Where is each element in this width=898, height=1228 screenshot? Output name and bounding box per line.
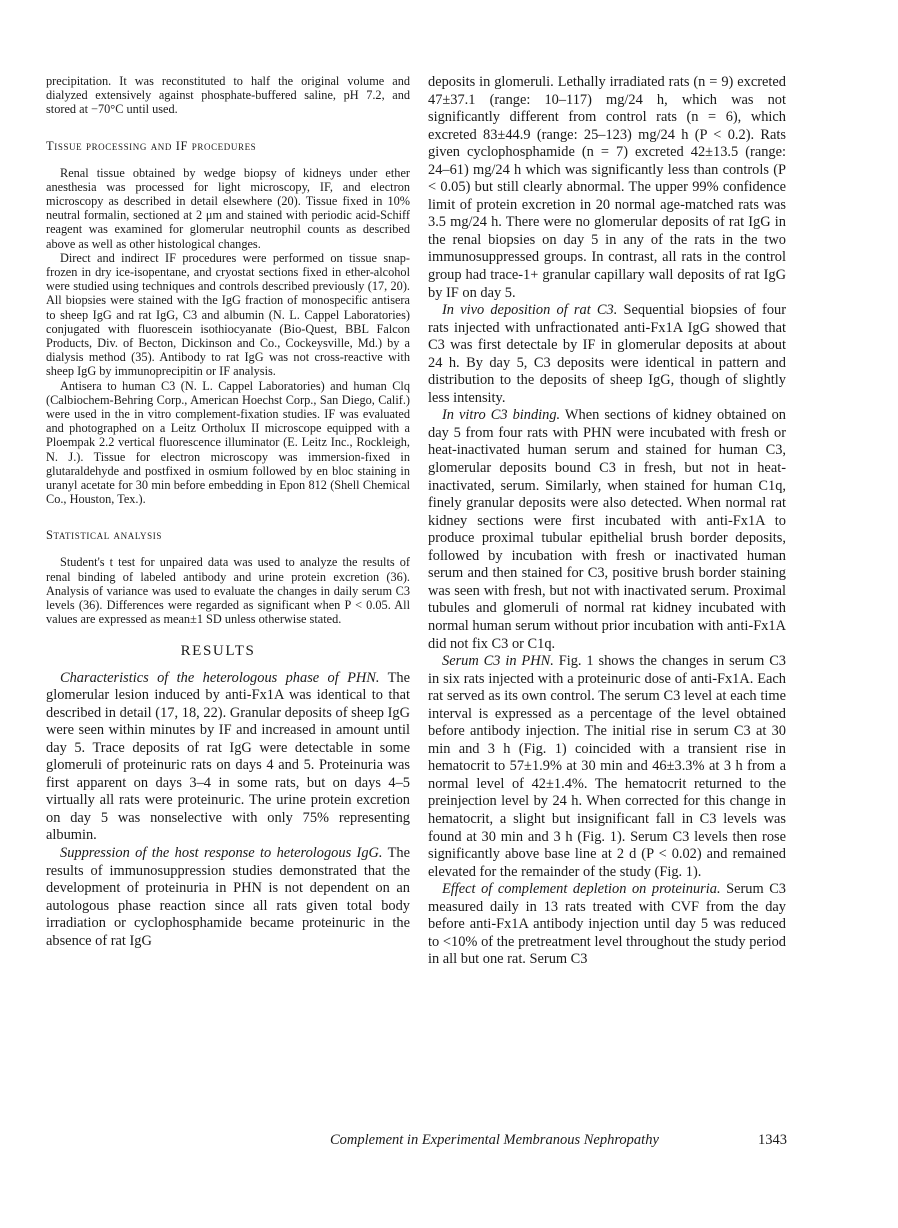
paragraph-tissue-2: Direct and indirect IF procedures were performed on tissue snap-frozen in dry ice-isopentane, and cryostat sections fixed in ether-alcohol were studied using techniques and controls described previously (17, 20). All biopsies were stained with the IgG fraction of monospecific antisera to sheep IgG and rat IgG, C3 and albumin (N. L. Cappel Laboratories) conjugated with fluorescein isothiocyanate (Bio-Quest, BBL Falcon Products, Div. of Becton, Dickinson and Co., Cockeysville, Md.) by a dialysis method (35). Antibody to rat IgG was not cross-reactive with sheep IgG by immunoprecipitin or IF analysis. — [46, 250, 410, 379]
paragraph-tissue-3: Antisera to human C3 (N. L. Cappel Laboratories) and human Clq (Calbiochem-Behring Corp., American Hoechst Corp., San Diego, Calif.) were used in the in vitro complement-fixation studies. IF was evaluated and photographed on a Leitz Ortholux II microscope equipped with a Ploempak 2.2 vertical fluorescence illuminator (E. Leitz Inc., Rockleigh, N. J.). Tissue for electron microscopy was immersion-fixed in glutaraldehyde and postfixed in osmium followed by en bloc staining in uranyl acetate for 30 min before embedding in Epon 812 (Shell Chemical Co., Houston, Tex.). — [46, 378, 410, 507]
page-number: 1343 — [758, 1132, 787, 1148]
right-column — [428, 74, 786, 969]
lead-serum-c3: Serum C3 in PHN. — [442, 653, 554, 670]
paragraph-suppression — [46, 845, 410, 950]
lead-suppression: Suppression of the host response to heterologous IgG. — [60, 844, 383, 861]
lead-in-vivo: In vivo deposition of rat C3. — [442, 302, 618, 319]
text-in-vitro: When sections of kidney obtained on day 5 from four rats with PHN were incubated with fresh or heat-inactivated human serum and stained for human C3, glomerular deposits bound C3 in fresh, but not in heat-inactivated, serum. Similarly, when stained for human C1q, finely granular deposits were also detected. When normal rat kidney sections were first incubated with anti-Fx1A to produce proximal tubular epithelial brush border deposits, followed by incubation with fresh or inactivated human serum and then stained for C3, positive brush border staining was seen with fresh, but not with inactivated serum. Proximal tubules and glomeruli of normal rat kidney incubated with normal human serum without prior incubation with anti-Fx1A did not fix C3 or C1q. — [428, 407, 786, 652]
text-complement-depletion: Serum C3 measured daily in 13 rats treated with CVF from the day before anti-Fx1A antibody injection until day 5 was reduced to <10% of the pretreatment level throughout the study period in all but one rat. Serum C3 — [428, 881, 786, 968]
paragraph-statistics: Student's t test for unpaired data was used to analyze the results of renal binding of labeled antibody and urine protein excretion (36). Analysis of variance was used to evaluate the changes in daily serum C3 levels (36). Differences were regarded as significant when P < 0.05. All values are expressed as mean±1 SD unless otherwise stated. — [46, 555, 410, 627]
paragraph-complement-depletion — [428, 881, 786, 969]
left-column — [46, 74, 410, 950]
paragraph-in-vitro — [428, 407, 786, 653]
paragraph-in-vivo — [428, 302, 786, 407]
paragraph-intro: precipitation. It was reconstituted to half the original volume and dialyzed extensively against phosphate-buffered saline, pH 7.2, and stored at −70°C until used. — [46, 74, 410, 117]
running-title: Complement in Experimental Membranous Nephropathy — [330, 1132, 659, 1148]
lead-heterologous: Characteristics of the heterologous phase of PHN. — [60, 669, 380, 686]
section-heading-statistics: Statistical analysis — [46, 528, 162, 543]
text-heterologous: The glomerular lesion induced by anti-Fx1A was identical to that described in detail (17, 18, 22). Granular deposits of sheep IgG were seen within minutes by IF and increased in amount until day 5. Trace deposits of rat IgG were detectable in some glomeruli of proteinuric rats on days 4 and 5. Proteinuria was first apparent on days 3–4 in some rats, but on days 4–5 virtually all rats were proteinuric. The urine protein excretion on day 5 was nonselective with only 75% representing albumin. — [46, 669, 411, 844]
paragraph-heterologous — [46, 670, 410, 845]
text-serum-c3: Fig. 1 shows the changes in serum C3 in six rats injected with a proteinuric dose of anti-Fx1A. Each rat served as its own control. The serum C3 level at each time interval is expressed as a percentage of the level obtained before antibody injection. The initial rise in serum C3 at 30 min and 3 h (Fig. 1) coincided with a transient rise in hematocrit to 57±1.9% at 30 min and 46±3.3% at 3 h from a normal level of 42±1.4%. The hematocrit returned to the preinjection level by 24 h. When corrected for this change in hematocrit, a slight but insignificant fall in C3 levels was found at 30 min and 3 h (Fig. 1). Serum C3 levels then rose significantly above base line at 2 d (P < 0.02) and remained elevated for the remainder of the study (Fig. 1). — [428, 653, 786, 880]
section-heading-tissue: Tissue processing and IF procedures — [46, 138, 257, 153]
text-in-vivo: Sequential biopsies of four rats injected with unfractionated anti-Fx1A IgG showed that C3 was first detectale by IF in glomerular deposits at about 24 h. By day 5, C3 deposits were identical in pattern and distribution to the deposits of sheep IgG, though of slightly less intensity. — [428, 302, 786, 406]
page-footer — [330, 1132, 810, 1149]
paragraph-tissue-1: Renal tissue obtained by wedge biopsy of kidneys under ether anesthesia was processed for light microscopy, IF, and electron microscopy as described in detail elsewhere (20). Tissue fixed in 10% neutral formalin, sectioned at 2 μm and stained with periodic acid-Schiff reagent was examined for glomerular neutrophil counts as described above as well as other histological changes. — [46, 165, 410, 251]
paragraph-serum-c3 — [428, 653, 786, 881]
results-heading: RESULTS — [180, 642, 256, 659]
text-suppression: The results of immunosuppression studies demonstrated that the development of proteinuria in PHN is not dependent on an autologous phase reaction since all rats given total body irradiation or cyclophosphamide became proteinuric in the absence of rat IgG — [46, 844, 410, 949]
paragraph-continued: deposits in glomeruli. Lethally irradiated rats (n = 9) excreted 47±37.1 (range: 10–117) mg/24 h, which was not significantly different from control rats (n = 6), which excreted 83±44.9 (range: 25–123) mg/24 h (P < 0.2). Rats given cyclophosphamide (n = 7) excreted 42±13.5 (range: 24–61) mg/24 h which was significantly less than controls (P < 0.05) but still clearly abnormal. The upper 99% confidence limit of protein excretion in 20 normal age-matched rats was 3.5 mg/24 h. There were no glomerular deposits of rat IgG in the renal biopsies on day 5 in any of the rats in the two immunosuppressed groups. In contrast, all rats in the control group had trace-1+ granular capillary wall deposits of rat IgG by IF on day 5. — [428, 74, 786, 301]
lead-complement-depletion: Effect of complement depletion on proteinuria. — [442, 881, 721, 898]
lead-in-vitro: In vitro C3 binding. — [442, 407, 561, 424]
